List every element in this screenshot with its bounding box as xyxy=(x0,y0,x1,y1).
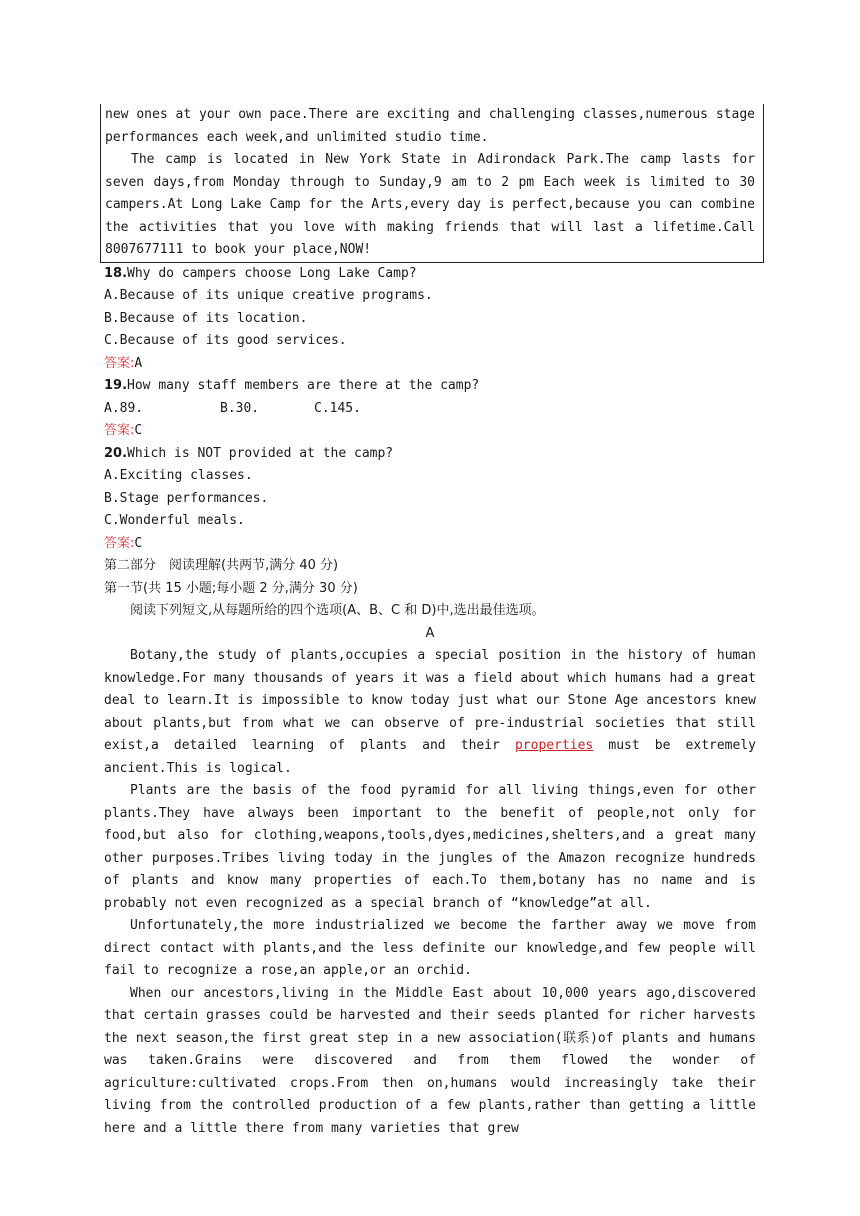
option-a: A.Because of its unique creative programs. xyxy=(104,288,433,303)
answer-value: C xyxy=(134,535,143,551)
question-text: How many staff members are there at the camp? xyxy=(127,378,480,393)
instructions: 阅读下列短文,从每题所给的四个选项(A、B、C 和 D)中,选出最佳选项。 xyxy=(130,603,545,618)
option-b: B.Stage performances. xyxy=(104,490,269,506)
boxed-paragraph-1: new ones at your own pace.There are exciting and challenging classes,numerous stage performances each week,and unlimited studio time. xyxy=(105,107,755,145)
question-text: Why do campers choose Long Lake Camp? xyxy=(127,265,417,281)
option-c: C.Wonderful meals. xyxy=(104,513,245,528)
question-number: 18. xyxy=(104,265,128,281)
question-18 xyxy=(104,263,756,376)
question-20 xyxy=(104,443,756,556)
passage-paragraph-3: Unfortunately,the more industrialized we become the farther away we move from direct contact with plants,and the less definite our knowledge,and few people will fail to recognize a rose,an apple,or an orchid. xyxy=(104,918,756,978)
boxed-paragraph-2: The camp is located in New York State in Adirondack Park.The camp lasts for seven days,from Monday through to Sunday,9 am to 2 pm Each week is limited to 30 campers.At Long Lake Camp for the Arts,every day is perfect,because you can combine the activities that you love with making friends that will last a lifetime.Call 8007677111 to book your place,NOW! xyxy=(105,152,755,257)
paragraph-text: Botany,the study of plants,occupies a special position in the history of human knowledge.For many thousands of years it was a field about which humans had a great deal to learn.It is impossible to know today just what our Stone Age ancestors knew about plants,but from what we can observe of pre-industrial societies that still exist,a detailed learning of plants and their xyxy=(104,648,756,753)
highlighted-word: properties xyxy=(514,738,594,753)
passage-paragraph-4: When our ancestors,living in the Middle East about 10,000 years ago,discovered that certain grasses could be harvested and their seeds planted for richer harvests the next season,the first great step in a new association(联系)of plants and humans was taken.Grains were discovered and from them flowed the wonder of agriculture:cultivated crops.From then on,humans would increasingly take their living from the controlled production of a few plants,rather than getting a little here and a little there from many varieties that grew xyxy=(104,985,756,1136)
passage-paragraph-1 xyxy=(104,645,756,780)
answer-label: 答案: xyxy=(104,535,135,551)
boxed-passage xyxy=(100,104,764,263)
option-a: A.Exciting classes. xyxy=(104,468,253,483)
passage-letter: A xyxy=(425,625,435,641)
options-row xyxy=(104,398,756,421)
option-b: B.Because of its location. xyxy=(104,310,308,326)
paragraph-text: must be extremely ancient.This is logical. xyxy=(104,738,756,776)
answer-label: 答案: xyxy=(104,355,135,371)
document-page xyxy=(104,104,756,1140)
answer-value: C xyxy=(134,423,143,438)
question-19 xyxy=(104,375,756,443)
part-title: 第二部分 阅读理解(共两节,满分 40 分) xyxy=(104,558,339,573)
answer-label: 答案: xyxy=(104,423,135,438)
subsection-title: 第一节(共 15 小题;每小题 2 分,满分 30 分) xyxy=(104,580,358,596)
answer-line xyxy=(104,353,756,376)
option-c: C.145. xyxy=(314,400,361,416)
question-number: 20. xyxy=(104,445,128,461)
option-b: B.30. xyxy=(220,400,260,416)
option-a: A.89. xyxy=(104,400,144,416)
answer-line xyxy=(104,533,756,556)
passage-a xyxy=(104,645,756,1140)
question-text: Which is NOT provided at the camp? xyxy=(127,445,394,461)
answer-line xyxy=(104,420,756,443)
answer-value: A xyxy=(134,355,143,371)
passage-paragraph-2: Plants are the basis of the food pyramid for all living things,even for other plants.They have always been important to the benefit of people,not only for food,but also for clothing,weapons,tools,dyes,medicines,shelters,and a great many other purposes.Tribes living today in the jungles of the Amazon recognize hundreds of plants and know many properties of each.To them,botany has no name and is probably not even recognized as a special branch of “knowledge”at all. xyxy=(104,783,756,911)
question-number: 19. xyxy=(104,378,128,393)
option-c: C.Because of its good services. xyxy=(104,333,347,348)
